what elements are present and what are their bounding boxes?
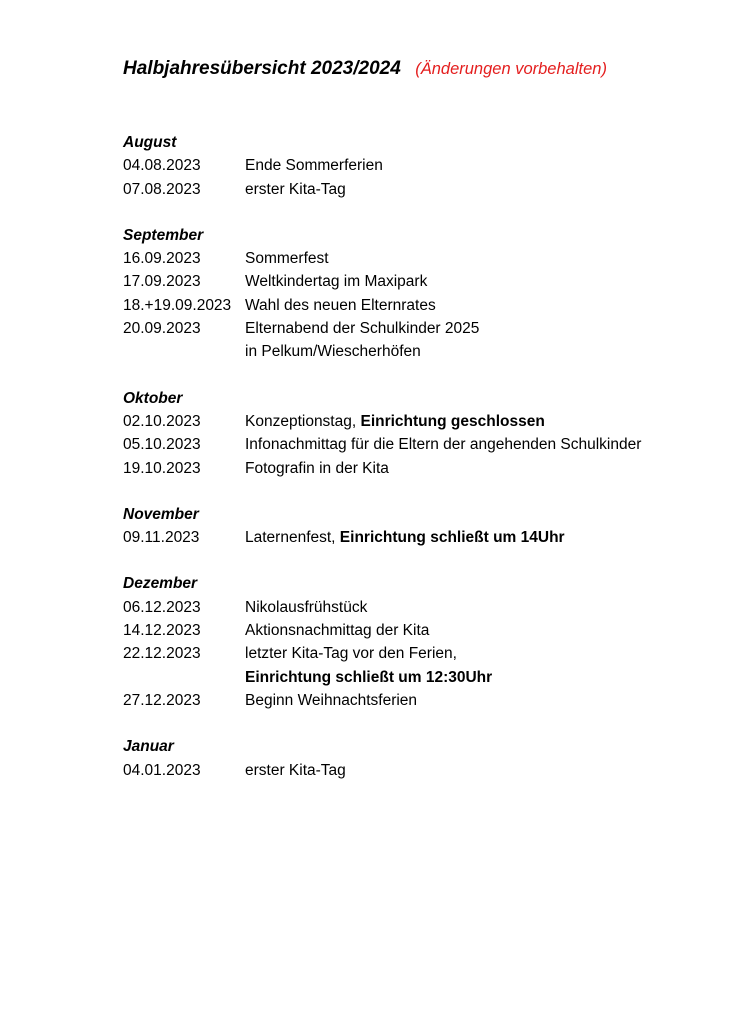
entry-description: [245, 410, 723, 433]
month-section-september: [123, 224, 723, 364]
title-line: [123, 58, 607, 80]
entry-text: Konzeptionstag,: [245, 412, 361, 430]
entry-date: 18.+19.09.2023: [123, 296, 232, 314]
entry-date: 06.12.2023: [123, 598, 201, 616]
entry-description: [245, 457, 723, 480]
entry-text: erster Kita-Tag: [245, 761, 346, 779]
schedule-row: [123, 433, 723, 456]
page-title: Halbjahresübersicht 2023/2024: [123, 58, 401, 79]
schedule-row: [123, 154, 723, 177]
month-section-oktober: [123, 387, 723, 480]
schedule-row: [123, 317, 723, 340]
month-section-dezember: [123, 572, 723, 712]
month-section-august: [123, 131, 723, 201]
entry-date: 19.10.2023: [123, 459, 201, 477]
entry-description: [245, 689, 723, 712]
entry-date: 02.10.2023: [123, 412, 201, 430]
month-section-januar: [123, 735, 723, 782]
entry-emphasis: Einrichtung schließt um 12:30Uhr: [245, 668, 493, 686]
entry-description: [245, 642, 723, 665]
entry-description: [245, 596, 723, 619]
schedule-row: [123, 666, 723, 689]
schedule-row: [123, 457, 723, 480]
entry-text: Weltkindertag im Maxipark: [245, 273, 428, 291]
month-heading: August: [123, 134, 177, 151]
schedule-row: [123, 247, 723, 270]
schedule-row: [123, 596, 723, 619]
entry-description: [245, 178, 723, 201]
entry-date: 16.09.2023: [123, 250, 201, 268]
entry-description: [245, 317, 723, 340]
schedule-row: [123, 294, 723, 317]
entry-date: 09.11.2023: [123, 529, 200, 547]
schedule-row: [123, 526, 723, 549]
schedule-row: [123, 759, 723, 782]
schedule-row: [123, 340, 723, 363]
entry-description: [245, 154, 723, 177]
entry-text: Infonachmittag für die Eltern der angehenden Schulkinder: [245, 436, 642, 454]
entry-text: Elternabend der Schulkinder 2025: [245, 320, 480, 338]
entry-text: Sommerfest: [245, 250, 329, 268]
entry-description: [245, 526, 723, 549]
entry-date: 04.08.2023: [123, 157, 201, 175]
entry-date: [123, 340, 245, 363]
entry-description: [245, 433, 723, 456]
entry-description: [245, 666, 723, 689]
month-heading: Dezember: [123, 575, 198, 593]
schedule-row: [123, 270, 723, 293]
entry-date: 04.01.2023: [123, 761, 201, 779]
changes-note: (Änderungen vorbehalten): [415, 60, 607, 78]
entry-date: 05.10.2023: [123, 436, 201, 454]
entry-text: erster Kita-Tag: [245, 180, 346, 198]
month-heading: Januar: [123, 738, 174, 756]
entry-date: [123, 666, 245, 689]
entry-text: Aktionsnachmittag der Kita: [245, 622, 430, 640]
entry-date: 07.08.2023: [123, 180, 201, 198]
month-heading: November: [123, 505, 199, 523]
entry-text: Laternenfest,: [245, 529, 340, 547]
entry-date: 14.12.2023: [123, 622, 201, 640]
entry-date: 22.12.2023: [123, 645, 201, 663]
entry-emphasis: Einrichtung geschlossen: [360, 412, 545, 430]
entry-description: [245, 340, 723, 363]
entry-date: 17.09.2023: [123, 273, 201, 291]
entry-description: [245, 759, 723, 782]
entry-text: Beginn Weihnachtsferien: [245, 691, 418, 709]
entry-date: 20.09.2023: [123, 320, 201, 338]
schedule-list: [123, 131, 723, 805]
entry-text: Ende Sommerferien: [245, 157, 383, 175]
month-heading: Oktober: [123, 389, 183, 407]
schedule-row: [123, 642, 723, 665]
schedule-row: [123, 689, 723, 712]
schedule-row: [123, 619, 723, 642]
entry-text: letzter Kita-Tag vor den Ferien,: [245, 645, 457, 663]
month-section-november: [123, 503, 723, 550]
entry-text: in Pelkum/Wiescherhöfen: [245, 343, 421, 361]
entry-emphasis: Einrichtung schließt um 14Uhr: [339, 529, 565, 547]
schedule-row: [123, 410, 723, 433]
entry-description: [245, 247, 723, 270]
entry-description: [245, 270, 723, 293]
entry-text: Fotografin in der Kita: [245, 459, 389, 477]
entry-date: 27.12.2023: [123, 691, 201, 709]
entry-description: [245, 294, 723, 317]
month-heading: September: [123, 226, 204, 244]
schedule-row: [123, 178, 723, 201]
entry-text: Wahl des neuen Elternrates: [245, 296, 436, 314]
entry-description: [245, 619, 723, 642]
entry-text: Nikolausfrühstück: [245, 598, 368, 616]
